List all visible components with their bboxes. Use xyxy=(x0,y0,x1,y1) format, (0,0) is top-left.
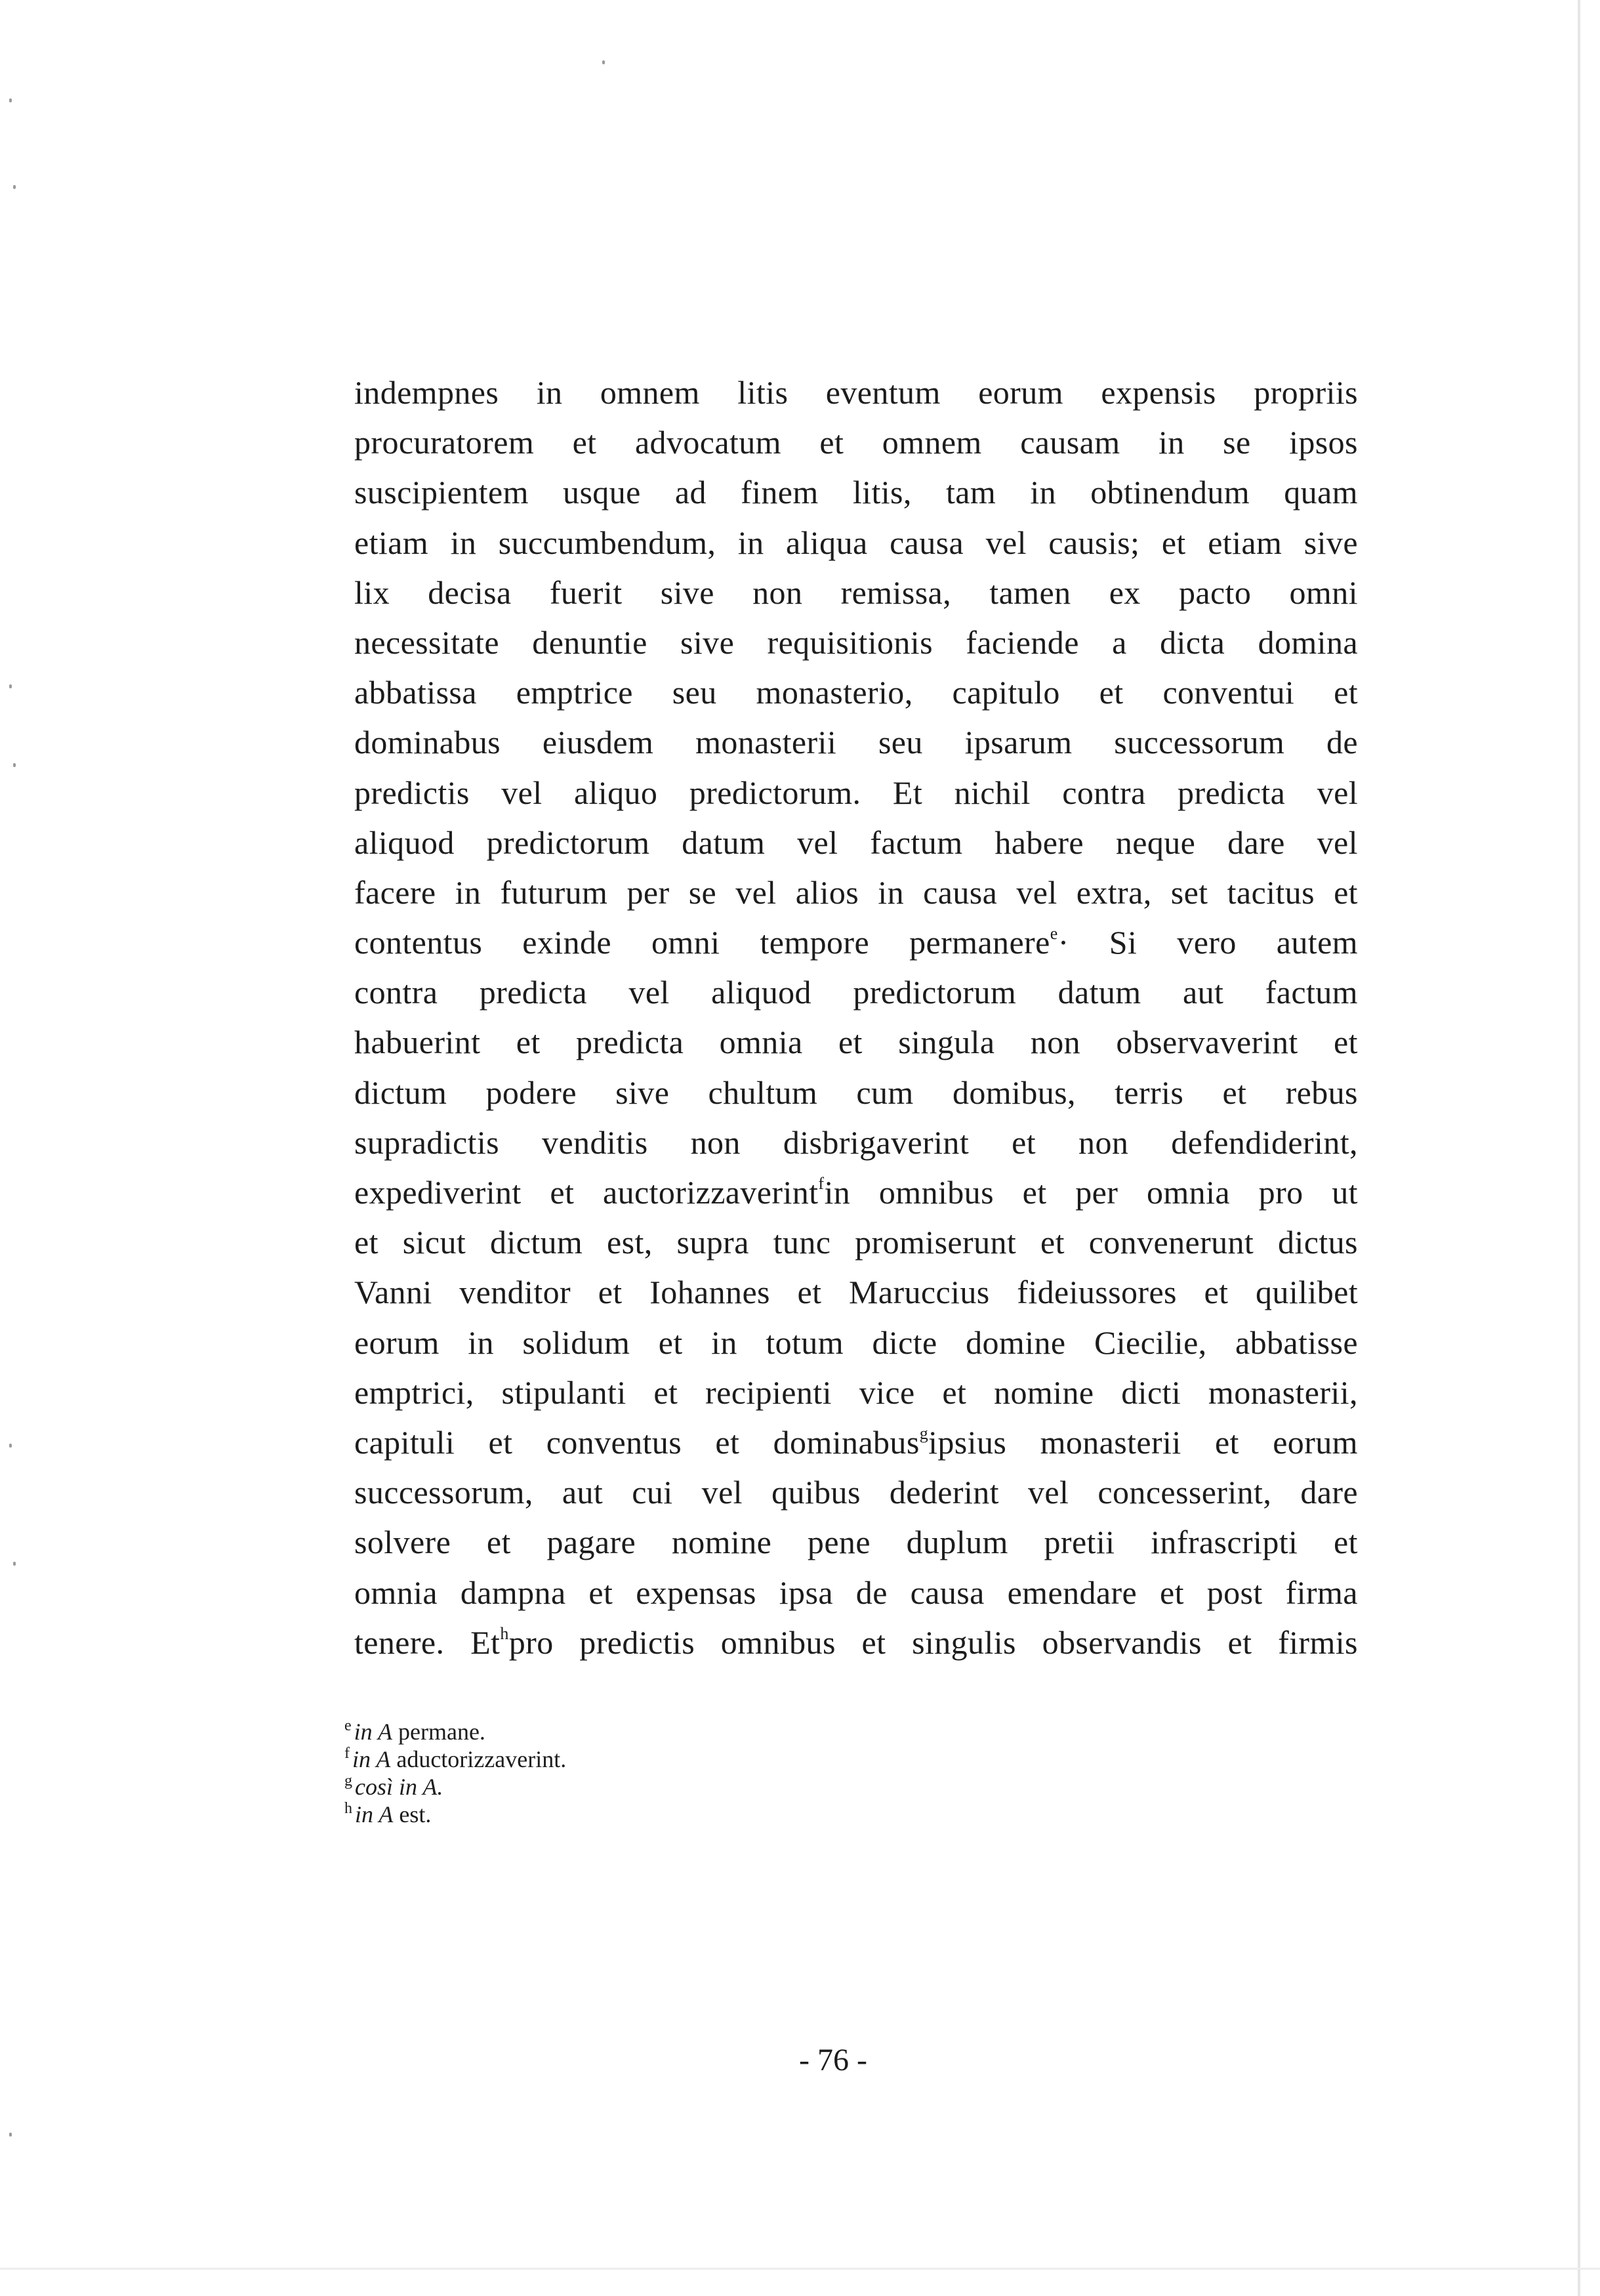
word: usque xyxy=(563,474,641,511)
word: abbatissa xyxy=(354,674,477,711)
word: omni xyxy=(651,924,720,961)
word: facere xyxy=(354,873,436,911)
text-line xyxy=(354,1367,1358,1417)
text-line xyxy=(354,1017,1358,1067)
footnote xyxy=(344,1718,804,1745)
word: indempnes xyxy=(354,374,499,411)
text-line xyxy=(354,367,1358,417)
word: requisitionis xyxy=(767,623,933,661)
footnote xyxy=(344,1745,804,1773)
text-line xyxy=(354,467,1358,517)
word: litis, xyxy=(852,474,912,511)
word: expensis xyxy=(1101,374,1216,411)
footnote-marker: f xyxy=(818,1174,825,1193)
footnotes-block xyxy=(344,1718,804,1828)
word: aliquo xyxy=(573,774,658,811)
word: pretii xyxy=(1044,1524,1115,1561)
word: et xyxy=(354,1224,379,1261)
word: cum xyxy=(856,1074,914,1111)
word: firma xyxy=(1285,1574,1358,1611)
word: etiam xyxy=(354,524,429,561)
word: dicti xyxy=(1121,1373,1181,1411)
word: faciende xyxy=(966,623,1079,661)
text-line xyxy=(354,1167,1358,1217)
word: solvere xyxy=(354,1524,451,1561)
word: et xyxy=(1012,1123,1036,1161)
word: successorum xyxy=(1114,724,1285,761)
word: domina xyxy=(1258,623,1358,661)
word: Maruccius xyxy=(849,1274,990,1311)
word: sicut xyxy=(402,1224,466,1261)
word: in xyxy=(711,1324,737,1361)
word: ipsos xyxy=(1289,424,1358,461)
word: domine xyxy=(966,1324,1066,1361)
word: in xyxy=(1159,424,1185,461)
word: omnia xyxy=(719,1024,803,1061)
word: in xyxy=(536,374,563,411)
word: vel xyxy=(797,824,838,861)
scan-speck xyxy=(9,1444,12,1448)
footnote-text: est. xyxy=(393,1801,432,1827)
word: dominabus$^g$ipsius xyxy=(773,1423,1007,1461)
word: successorum, xyxy=(354,1474,533,1511)
text-line xyxy=(354,1318,1358,1367)
word: vel xyxy=(701,1474,743,1511)
word: se xyxy=(688,873,717,911)
word: duplum xyxy=(906,1524,1008,1561)
text-line xyxy=(354,1068,1358,1117)
footnote-source: in A xyxy=(354,1719,392,1745)
page-number: - 76 - xyxy=(799,2043,867,2077)
word: eventum xyxy=(825,374,941,411)
word: vel xyxy=(1317,824,1358,861)
word: venditis xyxy=(542,1123,648,1161)
word: ad xyxy=(674,474,707,511)
word: abbatisse xyxy=(1235,1324,1358,1361)
word: sive xyxy=(680,623,735,661)
word: auctorizzaverint$^f$in xyxy=(603,1174,851,1211)
word: tamen xyxy=(989,574,1071,611)
word: dicte xyxy=(872,1324,937,1361)
word: exinde xyxy=(522,924,611,961)
word: factum xyxy=(1265,974,1358,1011)
page-bottom-edge xyxy=(0,2268,1600,2270)
word: vel xyxy=(628,974,670,1011)
text-line xyxy=(354,1568,1358,1618)
word: necessitate xyxy=(354,623,499,661)
word: in xyxy=(450,524,477,561)
text-line xyxy=(354,1267,1358,1317)
word: emptrici, xyxy=(354,1373,474,1411)
word: expediverint xyxy=(354,1174,522,1211)
word: et xyxy=(598,1274,623,1311)
word: in xyxy=(878,873,904,911)
main-text-block xyxy=(354,367,1358,1667)
word: causam xyxy=(1020,424,1120,461)
word: vel xyxy=(985,524,1027,561)
word: nichil xyxy=(954,774,1031,811)
text-line xyxy=(354,818,1358,867)
footnote-mark: e xyxy=(344,1717,352,1734)
text-line xyxy=(354,1467,1358,1517)
word: omnibus xyxy=(720,1623,836,1661)
word: per xyxy=(1075,1174,1118,1211)
word: et xyxy=(838,1024,863,1061)
word: et xyxy=(1099,674,1124,711)
word: et xyxy=(1159,1574,1184,1611)
word: aliquod xyxy=(711,974,811,1011)
word: dampna xyxy=(460,1574,566,1611)
word: vel xyxy=(1028,1474,1069,1511)
word: ipsarum xyxy=(964,724,1073,761)
word: omnibus xyxy=(878,1174,994,1211)
word: et xyxy=(1161,524,1186,561)
word: habere xyxy=(995,824,1084,861)
word: et xyxy=(516,1024,541,1061)
word: vel xyxy=(1016,873,1057,911)
footnote-marker: e xyxy=(1050,924,1058,944)
word: habuerint xyxy=(354,1024,481,1061)
footnote-text: aductorizzaverint. xyxy=(390,1746,567,1772)
word: post xyxy=(1206,1574,1263,1611)
word: quam xyxy=(1284,474,1358,511)
text-line xyxy=(354,1618,1358,1667)
word: et xyxy=(1334,1024,1358,1061)
word: domibus, xyxy=(952,1074,1076,1111)
word: seu xyxy=(878,724,923,761)
footnote-text: permane. xyxy=(392,1719,485,1745)
word: Ciecilie, xyxy=(1094,1324,1207,1361)
word: seu xyxy=(672,674,717,711)
word: predicta xyxy=(576,1024,684,1061)
word: capituli xyxy=(354,1423,455,1461)
word: tunc xyxy=(773,1224,831,1261)
word: et xyxy=(658,1324,683,1361)
word: non xyxy=(752,574,803,611)
word: pacto xyxy=(1178,574,1252,611)
text-line xyxy=(354,1417,1358,1467)
word: causa xyxy=(890,524,964,561)
word: et xyxy=(488,1423,513,1461)
word: predictis xyxy=(354,774,470,811)
word: per xyxy=(626,873,670,911)
word: eorum xyxy=(354,1324,440,1361)
scan-speck xyxy=(9,98,12,102)
word: aut xyxy=(562,1474,604,1511)
word: tam xyxy=(945,474,996,511)
word: dare xyxy=(1300,1474,1358,1511)
word: vero xyxy=(1177,924,1237,961)
word: non xyxy=(1030,1024,1080,1061)
word: aliqua xyxy=(786,524,868,561)
word: et xyxy=(1222,1074,1247,1111)
word: singula xyxy=(898,1024,995,1061)
word: predictorum xyxy=(486,824,650,861)
word: monasterio, xyxy=(756,674,913,711)
word: et xyxy=(550,1174,575,1211)
word: eiusdem xyxy=(542,724,654,761)
word: in xyxy=(737,524,764,561)
text-line xyxy=(354,568,1358,617)
word: de xyxy=(855,1574,888,1611)
word: supra xyxy=(676,1224,749,1261)
word: lix xyxy=(354,574,390,611)
scan-speck xyxy=(13,185,16,189)
word: predictis xyxy=(579,1623,695,1661)
footnote-marker: h xyxy=(500,1623,509,1643)
word: et xyxy=(715,1423,740,1461)
word: vel xyxy=(501,774,543,811)
word: et xyxy=(1334,674,1358,711)
word: dare xyxy=(1227,824,1285,861)
word: vel xyxy=(735,873,777,911)
word: datum xyxy=(1057,974,1141,1011)
word: sive xyxy=(660,574,714,611)
word: pagare xyxy=(546,1524,636,1561)
word: ex xyxy=(1109,574,1141,611)
word: tenere. xyxy=(354,1623,445,1661)
word: et xyxy=(942,1373,967,1411)
text-line xyxy=(354,667,1358,717)
word: est, xyxy=(607,1224,653,1261)
word: dederint xyxy=(889,1474,999,1511)
word: eorum xyxy=(978,374,1063,411)
word: infrascripti xyxy=(1151,1524,1298,1561)
word: causa xyxy=(910,1574,985,1611)
word: omnem xyxy=(882,424,982,461)
word: Et xyxy=(892,774,923,811)
word: fideiussores xyxy=(1017,1274,1177,1311)
footnote-source: così in A. xyxy=(355,1774,443,1800)
scan-speck xyxy=(9,684,12,688)
word: disbrigaverint xyxy=(783,1123,970,1161)
word: monasterii, xyxy=(1208,1373,1358,1411)
text-line xyxy=(354,417,1358,467)
word: extra, xyxy=(1076,873,1152,911)
word: litis xyxy=(737,374,789,411)
word: aliquod xyxy=(354,824,455,861)
word: promiserunt xyxy=(855,1224,1017,1261)
word: convenerunt xyxy=(1088,1224,1254,1261)
word: de xyxy=(1326,724,1358,761)
scan-speck xyxy=(13,763,16,767)
word: et xyxy=(653,1373,678,1411)
word: nomine xyxy=(994,1373,1094,1411)
word: totum xyxy=(766,1324,844,1361)
word: cui xyxy=(632,1474,673,1511)
word: et xyxy=(1204,1274,1229,1311)
word: predictorum. xyxy=(689,774,861,811)
word: predicta xyxy=(479,974,587,1011)
word: dictus xyxy=(1278,1224,1358,1261)
word: aut xyxy=(1183,974,1224,1011)
word: alios xyxy=(795,873,859,911)
text-line xyxy=(354,867,1358,917)
text-line xyxy=(354,1217,1358,1267)
text-line xyxy=(354,917,1358,967)
word: quilibet xyxy=(1256,1274,1358,1311)
word: Vanni xyxy=(354,1274,432,1311)
word: remissa, xyxy=(840,574,952,611)
word: suscipientem xyxy=(354,474,529,511)
word: finem xyxy=(741,474,819,511)
word: observaverint xyxy=(1116,1024,1298,1061)
word: in xyxy=(1030,474,1057,511)
word: et xyxy=(1040,1224,1065,1261)
word: se xyxy=(1223,424,1251,461)
word: solidum xyxy=(522,1324,630,1361)
word: et xyxy=(819,424,844,461)
word: et xyxy=(588,1574,613,1611)
word: permanere$^e$· xyxy=(909,924,1069,961)
word: sive xyxy=(615,1074,670,1111)
word: stipulanti xyxy=(501,1373,626,1411)
word: contra xyxy=(354,974,438,1011)
word: et xyxy=(797,1274,822,1311)
word: succumbendum, xyxy=(498,524,716,561)
word: venditor xyxy=(459,1274,571,1311)
word: firmis xyxy=(1278,1623,1358,1661)
word: tempore xyxy=(760,924,870,961)
word: et xyxy=(572,424,597,461)
footnote-mark: h xyxy=(344,1800,352,1817)
word: sive xyxy=(1303,524,1358,561)
word: singulis xyxy=(912,1623,1016,1661)
word: conventus xyxy=(546,1423,682,1461)
word: monasterii xyxy=(1040,1423,1181,1461)
word: et xyxy=(1227,1623,1252,1661)
word: quibus xyxy=(771,1474,861,1511)
word: vel xyxy=(1317,774,1358,811)
word: et xyxy=(1214,1423,1239,1461)
word: terris xyxy=(1115,1074,1184,1111)
text-line xyxy=(354,1117,1358,1167)
word: supradictis xyxy=(354,1123,500,1161)
word: fuerit xyxy=(549,574,623,611)
footnote-source: in A xyxy=(352,1746,391,1772)
word: Et$^h$pro xyxy=(470,1623,554,1661)
page-right-edge xyxy=(1578,0,1580,2296)
word: ipsa xyxy=(779,1574,833,1611)
word: non xyxy=(1078,1123,1129,1161)
word: vice xyxy=(859,1373,915,1411)
scan-speck xyxy=(9,2133,12,2137)
word: dominabus xyxy=(354,724,501,761)
word: pene xyxy=(807,1524,871,1561)
word: autem xyxy=(1276,924,1358,961)
word: defendiderint, xyxy=(1171,1123,1358,1161)
word: tacitus xyxy=(1227,873,1315,911)
word: set xyxy=(1170,873,1208,911)
word: a xyxy=(1112,623,1127,661)
word: in xyxy=(455,873,482,911)
word: Si xyxy=(1109,924,1138,961)
word: eorum xyxy=(1273,1423,1358,1461)
word: et xyxy=(861,1623,886,1661)
word: decisa xyxy=(428,574,512,611)
text-line xyxy=(354,768,1358,818)
word: emendare xyxy=(1007,1574,1138,1611)
word: rebus xyxy=(1285,1074,1358,1111)
word: contra xyxy=(1062,774,1146,811)
word: omni xyxy=(1289,574,1358,611)
word: etiam xyxy=(1208,524,1282,561)
word: propriis xyxy=(1254,374,1358,411)
footnote xyxy=(344,1801,804,1828)
word: dictum xyxy=(489,1224,583,1261)
word: advocatum xyxy=(634,424,781,461)
word: monasterii xyxy=(695,724,837,761)
word: dicta xyxy=(1160,623,1225,661)
word: pro xyxy=(1258,1174,1303,1211)
word: causis; xyxy=(1048,524,1140,561)
word: expensas xyxy=(636,1574,756,1611)
word: conventui xyxy=(1162,674,1295,711)
word: contentus xyxy=(354,924,483,961)
word: causa xyxy=(923,873,998,911)
scan-speck xyxy=(602,60,605,64)
word: obtinendum xyxy=(1090,474,1250,511)
word: dictum xyxy=(354,1074,447,1111)
word: recipienti xyxy=(705,1373,832,1411)
word: predictorum xyxy=(853,974,1017,1011)
text-line xyxy=(354,518,1358,568)
text-line xyxy=(354,617,1358,667)
word: observandis xyxy=(1042,1623,1202,1661)
word: et xyxy=(486,1524,511,1561)
word: et xyxy=(1334,873,1358,911)
scan-speck xyxy=(13,1562,16,1566)
word: concesserint, xyxy=(1097,1474,1272,1511)
word: Iohannes xyxy=(649,1274,770,1311)
word: nomine xyxy=(671,1524,772,1561)
word: denuntie xyxy=(532,623,647,661)
word: omnem xyxy=(600,374,700,411)
footnote xyxy=(344,1773,804,1801)
footnote-mark: g xyxy=(344,1772,352,1789)
footnote-marker: g xyxy=(919,1423,929,1443)
footnote-mark: f xyxy=(344,1745,350,1762)
text-line xyxy=(354,1517,1358,1567)
word: podere xyxy=(485,1074,577,1111)
word: et xyxy=(1334,1524,1358,1561)
word: in xyxy=(468,1324,494,1361)
text-line xyxy=(354,717,1358,767)
word: omnia xyxy=(1146,1174,1230,1211)
word: factum xyxy=(870,824,963,861)
word: datum xyxy=(682,824,766,861)
word: ut xyxy=(1332,1174,1358,1211)
word: non xyxy=(690,1123,741,1161)
word: chultum xyxy=(708,1074,818,1111)
word: futurum xyxy=(500,873,608,911)
word: neque xyxy=(1115,824,1196,861)
word: omnia xyxy=(354,1574,438,1611)
word: et xyxy=(1022,1174,1047,1211)
text-line xyxy=(354,967,1358,1017)
word: capitulo xyxy=(952,674,1060,711)
word: emptrice xyxy=(516,674,633,711)
word: procuratorem xyxy=(354,424,535,461)
word: predicta xyxy=(1178,774,1286,811)
footnote-source: in A xyxy=(355,1801,394,1827)
